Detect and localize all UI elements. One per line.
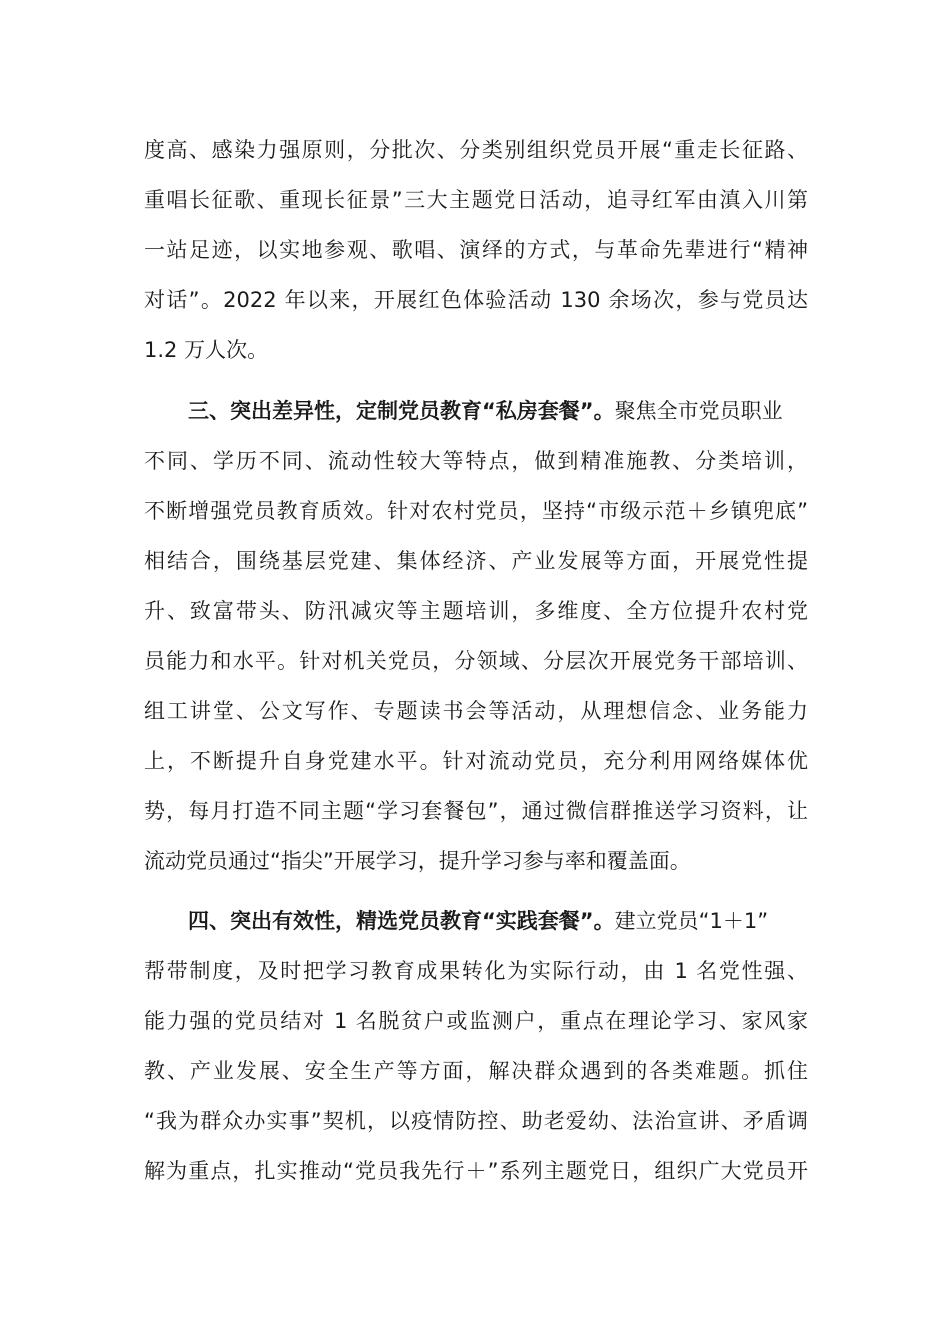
section-three-paragraph	[144, 386, 808, 886]
section-three-first-line-text: 聚焦全市党员职业	[614, 399, 783, 423]
section-four-first-line-text: 建立党员“1＋1”	[614, 909, 769, 933]
text-line: 不断增强党员教育质效。针对农村党员，坚持“市级示范＋乡镇兜底”	[144, 499, 808, 523]
text-line: 升、致富带头、防汛减灾等主题培训，多维度、全方位提升农村党	[144, 599, 808, 623]
text-line: 组工讲堂、公文写作、专题读书会等活动，从理想信念、业务能力	[144, 699, 808, 723]
section-four-paragraph	[144, 896, 808, 1196]
text-line: 帮带制度，及时把学习教育成果转化为实际行动，由 1 名党性强、	[144, 959, 808, 983]
section-four-first-line	[144, 896, 808, 946]
text-line: 重唱长征歌、重现长征景”三大主题党日活动，追寻红军由滇入川第	[144, 188, 808, 212]
text-line: 度高、感染力强原则，分批次、分类别组织党员开展“重走长征路、	[144, 138, 808, 162]
text-line: 流动党员通过“指尖”开展学习，提升学习参与率和覆盖面。	[144, 849, 691, 873]
text-line: 教、产业发展、安全生产等方面，解决群众遇到的各类难题。抓住	[144, 1059, 808, 1083]
text-line: 势，每月打造不同主题“学习套餐包”，通过微信群推送学习资料，让	[144, 799, 808, 823]
text-line: 相结合，围绕基层党建、集体经济、产业发展等方面，开展党性提	[144, 549, 808, 573]
text-line: 员能力和水平。针对机关党员，分领域、分层次开展党务干部培训、	[144, 649, 808, 673]
text-line: 一站足迹，以实地参观、歌唱、演绎的方式，与革命先辈进行“精神	[144, 238, 808, 262]
text-line: 1.2 万人次。	[144, 338, 269, 362]
text-line: 能力强的党员结对 1 名脱贫户或监测户，重点在理论学习、家风家	[144, 1009, 808, 1033]
text-line: 解为重点，扎实推动“党员我先行＋”系列主题党日，组织广大党员开	[144, 1159, 808, 1183]
section-three-first-line	[144, 386, 808, 436]
paragraph-continued	[144, 125, 808, 375]
text-line: “我为群众办实事”契机，以疫情防控、助老爱幼、法治宣讲、矛盾调	[144, 1109, 808, 1133]
text-line: 上，不断提升自身党建水平。针对流动党员，充分利用网络媒体优	[144, 749, 808, 773]
text-line: 对话”。2022 年以来，开展红色体验活动 130 余场次，参与党员达	[144, 288, 808, 312]
text-line: 不同、学历不同、流动性较大等特点，做到精准施教、分类培训，	[144, 449, 808, 473]
section-three-heading: 三、突出差异性，定制党员教育“私房套餐”。	[188, 399, 615, 423]
section-four-heading: 四、突出有效性，精选党员教育“实践套餐”。	[188, 909, 615, 933]
